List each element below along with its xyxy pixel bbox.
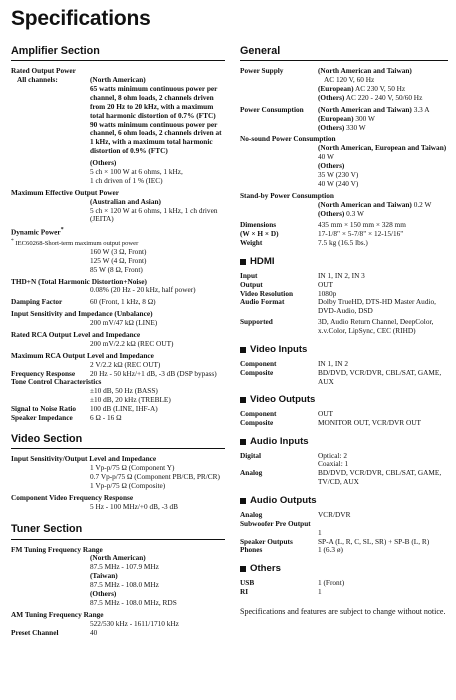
max-rca-label: Maximum RCA Output Level and Impedance [11, 350, 154, 360]
video-outputs-heading: Video Outputs [240, 394, 448, 406]
phones-value: 1 (6.3 ø) [318, 545, 343, 555]
ain-digital-optical: Optical: 2 [318, 450, 347, 460]
input-sensitivity-value: 200 mV/47 kΩ (LINE) [90, 318, 158, 328]
preset-channel-value: 40 [90, 627, 98, 637]
general-section-heading: General [240, 45, 448, 61]
video-inputs-heading: Video Inputs [240, 344, 448, 356]
no-sound-power-label: No-sound Power Consumption [240, 134, 336, 144]
tone-control-label: Tone Control Characteristics [11, 377, 102, 387]
square-bullet-icon [240, 566, 246, 572]
vin-composite-value: BD/DVD, VCR/DVR, CBL/SAT, GAME, AUX [318, 367, 442, 386]
footnote: Specifications and features are subject to change without notice. [240, 606, 446, 616]
amplifier-section-heading: Amplifier Section [11, 45, 225, 61]
video-io-label: Input Sensitivity/Output Level and Impedance [11, 454, 157, 464]
ps-eu-row: (European) AC 230 V, 50 Hz [318, 83, 406, 93]
component-video-freq-value: 5 Hz - 100 MHz/+0 dB, -3 dB [90, 501, 179, 511]
power-consumption-row: Power Consumption (North American and Taiwan) 3.3 A [240, 104, 430, 114]
video-resolution-value: 1080p [318, 288, 337, 298]
hdmi-output-value: OUT [318, 279, 333, 289]
aa-line-2: (JEITA) [90, 214, 114, 224]
ri-label: RI [240, 586, 249, 596]
fm-tw-label: (Taiwan) [90, 571, 118, 581]
aout-analog-value: VCR/DVR [318, 509, 351, 519]
dimensions-row [240, 221, 448, 239]
aout-analog-label: Analog [240, 509, 263, 519]
square-bullet-icon [240, 439, 246, 445]
fm-na-label: (North American) [90, 553, 146, 563]
speaker-impedance-label: Speaker Impedance [11, 412, 73, 422]
australian-asian-label: (Australian and Asian) [90, 196, 161, 206]
ps-others-row: (Others) AC 220 - 240 V, 50/60 Hz [318, 92, 423, 102]
tone-treble-value: ±10 dB, 20 kHz (TREBLE) [90, 395, 171, 405]
square-bullet-icon [240, 259, 246, 265]
vout-component-value: OUT [318, 409, 333, 419]
dynamic-power-value-1: 160 W (3 Ω, Front) [90, 246, 147, 256]
video-section-heading: Video Section [11, 433, 225, 449]
video-io-value-2: 0.7 Vp-p/75 Ω (Component PB/CB, PR/CR) [90, 471, 220, 481]
standby-power-label: Stand-by Power Consumption [240, 190, 334, 200]
dimensions-mm: 435 mm × 150 mm × 328 mm [318, 220, 406, 230]
ns-others-label: (Others) [318, 161, 345, 171]
others-line-2: 1 ch driven of 1 % (IEC) [90, 175, 163, 185]
ri-value: 1 [318, 586, 322, 596]
weight-label: Weight [240, 238, 263, 248]
tone-bass-value: ±10 dB, 50 Hz (BASS) [90, 386, 158, 396]
speaker-outputs-label: Speaker Outputs [240, 536, 293, 546]
phones-label: Phones [240, 545, 263, 555]
preset-channel-row [11, 629, 225, 638]
sb-others-row: (Others) 0.3 W [318, 208, 364, 218]
thd-label: THD+N (Total Harmonic Distortion+Noise) [11, 276, 147, 286]
damping-factor-row [11, 298, 225, 307]
am-range-label: AM Tuning Frequency Range [11, 609, 104, 619]
dynamic-power-label: Dynamic Power* [11, 227, 64, 237]
vout-composite-label: Composite [240, 418, 274, 427]
am-range-value: 522/530 kHz - 1611/1710 kHz [90, 618, 179, 628]
audio-outputs-heading: Audio Outputs [240, 495, 448, 507]
na-power-text-1: 65 watts minimum continuous power per channel, 8 ohm loads, 2 channels driven from 20 Hz to 20 kHz, with a maximum total harmonic distortion of 0.7% (FTC) [90, 83, 218, 120]
dynamic-power-note: * IEC60268-Short-term maximum output power [11, 237, 139, 247]
hdmi-input-label: Input [240, 270, 258, 280]
usb-label: USB [240, 578, 255, 588]
ns-na-label: (North American, European and Taiwan) [318, 143, 447, 153]
square-bullet-icon [240, 498, 246, 504]
na-power-text-2: 90 watts minimum continuous power per channel, 6 ohm loads, 2 channels driven at 1 kHz, with a maximum total harmonic distortion of 0.9% (FTC) [90, 119, 222, 156]
max-rca-value: 2 V/2.2 kΩ (REC OUT) [90, 359, 161, 369]
ain-digital-label: Digital [240, 450, 262, 460]
ns-others-value-1: 35 W (230 V) [318, 169, 359, 179]
fm-range-label: FM Tuning Frequency Range [11, 544, 103, 554]
dynamic-power-value-3: 85 W (8 Ω, Front) [90, 264, 143, 274]
video-io-value-1: 1 Vp-p/75 Ω (Component Y) [90, 462, 175, 472]
damping-factor-value: 60 (Front, 1 kHz, 8 Ω) [90, 297, 156, 307]
rated-rca-label: Rated RCA Output Level and Impedance [11, 329, 141, 339]
hdmi-output-label: Output [240, 279, 263, 289]
others-line-1: 5 ch × 100 W at 6 ohms, 1 kHz, [90, 166, 183, 176]
ps-na-value: AC 120 V, 60 Hz [324, 75, 375, 85]
fm-others-value: 87.5 MHz - 108.0 MHz, RDS [90, 597, 177, 607]
audio-inputs-heading: Audio Inputs [240, 436, 448, 448]
ain-analog-label: Analog [240, 468, 263, 478]
frequency-response-value: 20 Hz - 50 kHz/+1 dB, -3 dB (DSP bypass) [90, 368, 217, 378]
speaker-impedance-value: 6 Ω - 16 Ω [90, 412, 122, 422]
speaker-impedance-row [11, 414, 225, 423]
max-effective-output-label: Maximum Effective Output Power [11, 187, 120, 197]
ain-analog-value: BD/DVD, VCR/DVR, CBL/SAT, GAME, TV/CD, AUX [318, 468, 442, 487]
speaker-outputs-value: SP-A (L, R, C, SL, SR) + SP-B (L, R) [318, 536, 430, 546]
video-resolution-label: Video Resolution [240, 288, 294, 298]
fm-na-value: 87.5 MHz - 107.9 MHz [90, 562, 159, 572]
dimensions-whd-label: (W × H × D) [240, 229, 279, 239]
usb-value: 1 (Front) [318, 578, 345, 588]
vin-composite-label: Composite [240, 367, 274, 377]
ns-na-value: 40 W [318, 152, 334, 162]
weight-value: 7.5 kg (16.5 lbs.) [318, 238, 368, 248]
vin-component-label: Component [240, 358, 277, 368]
dimensions-label: Dimensions [240, 220, 277, 230]
others-heading: Others [240, 563, 448, 575]
subwoofer-pre-output-label: Subwoofer Pre Output [240, 518, 311, 528]
dynamic-power-value-2: 125 W (4 Ω, Front) [90, 255, 147, 265]
aa-line-1: 5 ch × 120 W at 6 ohms, 1 kHz, 1 ch driven [90, 205, 218, 215]
subwoofer-pre-output-value: 1 [318, 527, 322, 537]
others-label: (Others) [90, 158, 117, 168]
video-io-value-3: 1 Vp-p/75 Ω (Composite) [90, 480, 166, 490]
thd-value: 0.08% (20 Hz - 20 kHz, half power) [90, 285, 196, 295]
audio-format-value: Dolby TrueHD, DTS-HD Master Audio, DVD-Audio, DSD [318, 297, 436, 316]
right-column [240, 45, 448, 617]
supported-label: Supported [240, 317, 273, 327]
supported-value: 3D, Audio Return Channel, DeepColor, x.v.Color, LipSync, CEC (RIHD) [318, 317, 434, 336]
all-channels-label: All channels: [17, 75, 58, 85]
page-title: Specifications [11, 7, 151, 30]
dimensions-in: 17-1/8" × 5-7/8" × 12-15/16" [318, 229, 404, 239]
preset-channel-label: Preset Channel [11, 627, 59, 637]
fm-tw-value: 87.5 MHz - 108.0 MHz [90, 580, 159, 590]
hdmi-input-value: IN 1, IN 2, IN 3 [318, 270, 365, 280]
power-supply-label: Power Supply [240, 66, 284, 76]
north-american-label: (North American) [90, 75, 146, 85]
sb-na-row: (North American and Taiwan) 0.2 W [318, 199, 432, 209]
pc-others-row: (Others) 330 W [318, 122, 366, 132]
rated-output-power-label: Rated Output Power [11, 66, 76, 76]
pc-eu-row: (European) 300 W [318, 113, 375, 123]
frequency-response-label: Frequency Response [11, 368, 76, 378]
fm-others-label: (Others) [90, 589, 117, 599]
component-video-freq-label: Component Video Frequency Response [11, 492, 134, 502]
square-bullet-icon [240, 397, 246, 403]
damping-factor-label: Damping Factor [11, 297, 63, 307]
tuner-section-heading: Tuner Section [11, 523, 225, 539]
vin-component-value: IN 1, IN 2 [318, 358, 348, 368]
left-column [11, 45, 225, 637]
ns-others-value-2: 40 W (240 V) [318, 178, 359, 188]
power-consumption-label: Power Consumption [240, 104, 304, 114]
snr-label: Signal to Noise Ratio [11, 404, 77, 414]
rated-rca-value: 200 mV/2.2 kΩ (REC OUT) [90, 338, 174, 348]
hdmi-heading: HDMI [240, 256, 448, 268]
weight-row [240, 239, 448, 248]
square-bullet-icon [240, 347, 246, 353]
audio-format-label: Audio Format [240, 297, 285, 307]
input-sensitivity-label: Input Sensitivity and Impedance (Unbalance) [11, 309, 153, 319]
vout-composite-value: MONITOR OUT, VCR/DVR OUT [318, 418, 421, 427]
ps-na-label: (North American and Taiwan) [318, 66, 412, 76]
ain-digital-coaxial: Coaxial: 1 [318, 459, 349, 469]
vout-component-label: Component [240, 409, 277, 419]
snr-value: 100 dB (LINE, IHF-A) [90, 404, 158, 414]
